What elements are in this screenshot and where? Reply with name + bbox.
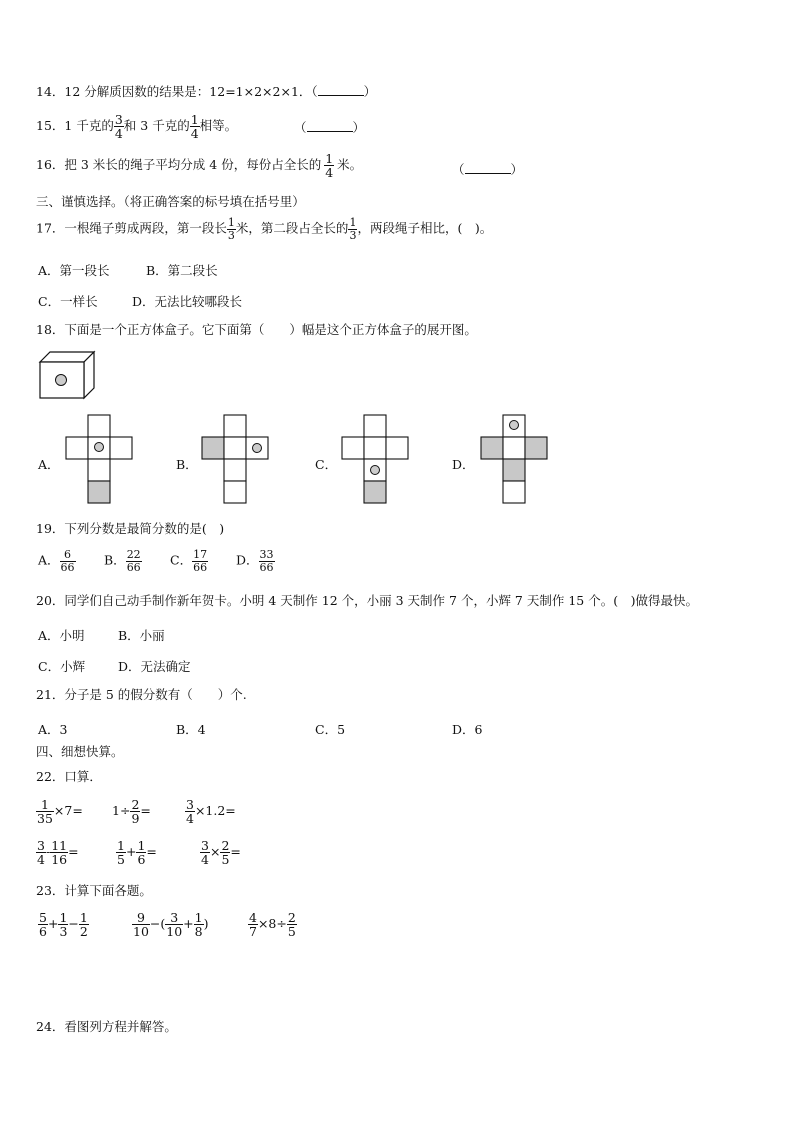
question-15-text-mid: 和 3 千克的 bbox=[123, 118, 190, 134]
q19-option-d[interactable] bbox=[236, 549, 275, 573]
cube-net-d[interactable] bbox=[479, 414, 551, 506]
fraction: $\frac{1}{4}$ bbox=[190, 112, 199, 142]
fraction: $\frac{3}{4}$ bbox=[114, 112, 123, 142]
q19-option-c[interactable] bbox=[170, 549, 208, 573]
question-23: 23．计算下面各题。 bbox=[36, 883, 152, 898]
expr-rest: = bbox=[68, 844, 79, 860]
paren-close: ) bbox=[203, 916, 209, 932]
operator: + bbox=[47, 916, 59, 932]
question-14 bbox=[36, 85, 376, 99]
expr-pre: 1÷ bbox=[112, 803, 131, 819]
question-16-text-end: 米。 bbox=[337, 157, 363, 173]
question-17 bbox=[36, 217, 492, 241]
cube-net-a[interactable] bbox=[64, 414, 134, 506]
question-17-text-end: ，两段绳子相比，( )。 bbox=[357, 220, 493, 236]
q17-option-c[interactable]: C．一样长 bbox=[38, 294, 98, 309]
calc-problem-1 bbox=[38, 911, 89, 938]
question-22: 22．口算． bbox=[36, 769, 102, 784]
q20-option-c[interactable]: C．小辉 bbox=[38, 659, 86, 674]
fraction: $\frac{6}{66}$ bbox=[60, 548, 75, 574]
oral-calc-6 bbox=[200, 839, 241, 866]
q21-option-a[interactable]: A．3 bbox=[38, 722, 68, 737]
q18-option-a-label[interactable]: A． bbox=[38, 457, 60, 472]
option-label: D． bbox=[236, 552, 259, 568]
answer-blank[interactable] bbox=[318, 85, 364, 96]
question-16 bbox=[36, 152, 362, 179]
fraction: $\frac{33}{66}$ bbox=[259, 548, 274, 574]
question-18: 18．下面是一个正方体盒子。它下面第（ ）幅是这个正方体盒子的展开图。 bbox=[36, 322, 477, 337]
fraction: $\frac{9}{10}$ bbox=[133, 910, 149, 940]
fraction: $\frac{3}{4}$ bbox=[37, 838, 45, 868]
section-3-heading: 三、谨慎选择。（将正确答案的标号填在括号里） bbox=[36, 194, 305, 209]
fraction: $\frac{1}{3}$ bbox=[227, 216, 235, 242]
expr-rest: ×1.2= bbox=[194, 803, 236, 819]
oral-calc-2 bbox=[112, 798, 151, 825]
question-16-answer bbox=[452, 163, 523, 177]
question-16-text: 16．把 3 米长的绳子平均分成 4 份，每份占全长的 bbox=[36, 157, 322, 173]
expr-rest: = bbox=[146, 844, 157, 860]
paren-close: ） bbox=[363, 84, 377, 99]
fraction: $\frac{1}{3}$ bbox=[59, 910, 68, 940]
question-17-text: 17．一根绳子剪成两段，第一段长 bbox=[36, 220, 227, 236]
q21-option-c[interactable]: C．5 bbox=[315, 722, 346, 737]
paren-open: （ bbox=[452, 162, 465, 177]
oral-calc-1 bbox=[36, 798, 83, 825]
q17-option-b[interactable]: B．第二段长 bbox=[146, 263, 218, 278]
cube-box-figure bbox=[38, 350, 98, 402]
answer-blank[interactable] bbox=[307, 121, 353, 132]
calc-problem-2 bbox=[132, 911, 209, 938]
q20-option-d[interactable]: D．无法确定 bbox=[118, 659, 191, 674]
question-20: 20．同学们自己动手制作新年贺卡。小明 4 天制作 12 个，小丽 3 天制作 7 个，小辉 7 天制作 15 个。( )做得最快。 bbox=[36, 593, 698, 608]
expr-rest: = bbox=[230, 844, 241, 860]
operator: + bbox=[125, 844, 137, 860]
q21-option-d[interactable]: D．6 bbox=[452, 722, 483, 737]
question-15 bbox=[36, 113, 237, 140]
answer-blank[interactable] bbox=[465, 163, 511, 174]
fraction: $\frac{1}{6}$ bbox=[137, 838, 146, 868]
fraction: $\frac{11}{16}$ bbox=[51, 838, 68, 868]
fraction: $\frac{1}{35}$ bbox=[37, 797, 53, 827]
oral-calc-5 bbox=[116, 839, 157, 866]
fraction: $\frac{3}{4}$ bbox=[201, 838, 209, 868]
oral-calc-3 bbox=[185, 798, 236, 825]
question-17-text-mid: 米，第二段占全长的 bbox=[235, 220, 349, 236]
option-label: B． bbox=[104, 552, 126, 568]
fraction: $\frac{3}{10}$ bbox=[166, 910, 183, 940]
question-15-answer bbox=[294, 121, 365, 135]
calc-problem-3 bbox=[248, 911, 297, 938]
fraction: $\frac{22}{66}$ bbox=[126, 548, 141, 574]
operator: - bbox=[45, 844, 51, 860]
expr-rest: = bbox=[140, 803, 151, 819]
operator: ×8÷ bbox=[257, 916, 287, 932]
fraction: $\frac{1}{8}$ bbox=[194, 910, 203, 940]
paren-close: ） bbox=[510, 162, 524, 177]
question-15-text-end: 相等。 bbox=[199, 118, 238, 134]
option-label: C． bbox=[170, 552, 193, 568]
fraction: $\frac{17}{66}$ bbox=[193, 548, 208, 574]
question-14-text: 14．12 分解质因数的结果是：12=1×2×2×1．（ bbox=[36, 84, 318, 99]
fraction: $\frac{2}{5}$ bbox=[287, 910, 296, 940]
q20-option-b[interactable]: B．小丽 bbox=[118, 628, 165, 643]
operator: − bbox=[68, 916, 79, 932]
question-15-text: 15．1 千克的 bbox=[36, 118, 114, 134]
cube-net-c[interactable] bbox=[340, 414, 412, 506]
question-24: 24．看图列方程并解答。 bbox=[36, 1019, 177, 1034]
fraction: $\frac{2}{5}$ bbox=[221, 838, 230, 868]
fraction: $\frac{1}{3}$ bbox=[349, 216, 357, 242]
q17-option-d[interactable]: D．无法比较哪段长 bbox=[132, 294, 243, 309]
q18-option-d-label[interactable]: D． bbox=[452, 457, 475, 472]
expr-rest: ×7= bbox=[53, 803, 83, 819]
question-21: 21．分子是 5 的假分数有（ ）个. bbox=[36, 687, 247, 702]
q18-option-b-label[interactable]: B． bbox=[176, 457, 198, 472]
fraction: $\frac{4}{7}$ bbox=[249, 910, 257, 940]
fraction: $\frac{1}{5}$ bbox=[117, 838, 125, 868]
q17-option-a[interactable]: A．第一段长 bbox=[38, 263, 110, 278]
fraction: $\frac{2}{9}$ bbox=[131, 797, 140, 827]
cube-net-b[interactable] bbox=[200, 414, 272, 506]
q21-option-b[interactable]: B．4 bbox=[176, 722, 206, 737]
section-4-heading: 四、细想快算。 bbox=[36, 744, 124, 759]
q18-option-c-label[interactable]: C． bbox=[315, 457, 338, 472]
q20-option-a[interactable]: A．小明 bbox=[38, 628, 85, 643]
fraction: $\frac{5}{6}$ bbox=[39, 910, 47, 940]
fraction: $\frac{1}{2}$ bbox=[79, 910, 88, 940]
option-label: A． bbox=[38, 552, 60, 568]
q19-option-a[interactable] bbox=[38, 549, 76, 573]
paren-close: ） bbox=[352, 120, 366, 135]
operator: + bbox=[183, 916, 194, 932]
oral-calc-4 bbox=[36, 839, 79, 866]
operator: −( bbox=[149, 916, 166, 932]
fraction: $\frac{3}{4}$ bbox=[186, 797, 194, 827]
paren-open: （ bbox=[294, 120, 307, 135]
fraction: $\frac{1}{4}$ bbox=[325, 151, 334, 181]
q19-option-b[interactable] bbox=[104, 549, 142, 573]
question-19: 19．下列分数是最简分数的是( ) bbox=[36, 521, 225, 536]
operator: × bbox=[209, 844, 221, 860]
